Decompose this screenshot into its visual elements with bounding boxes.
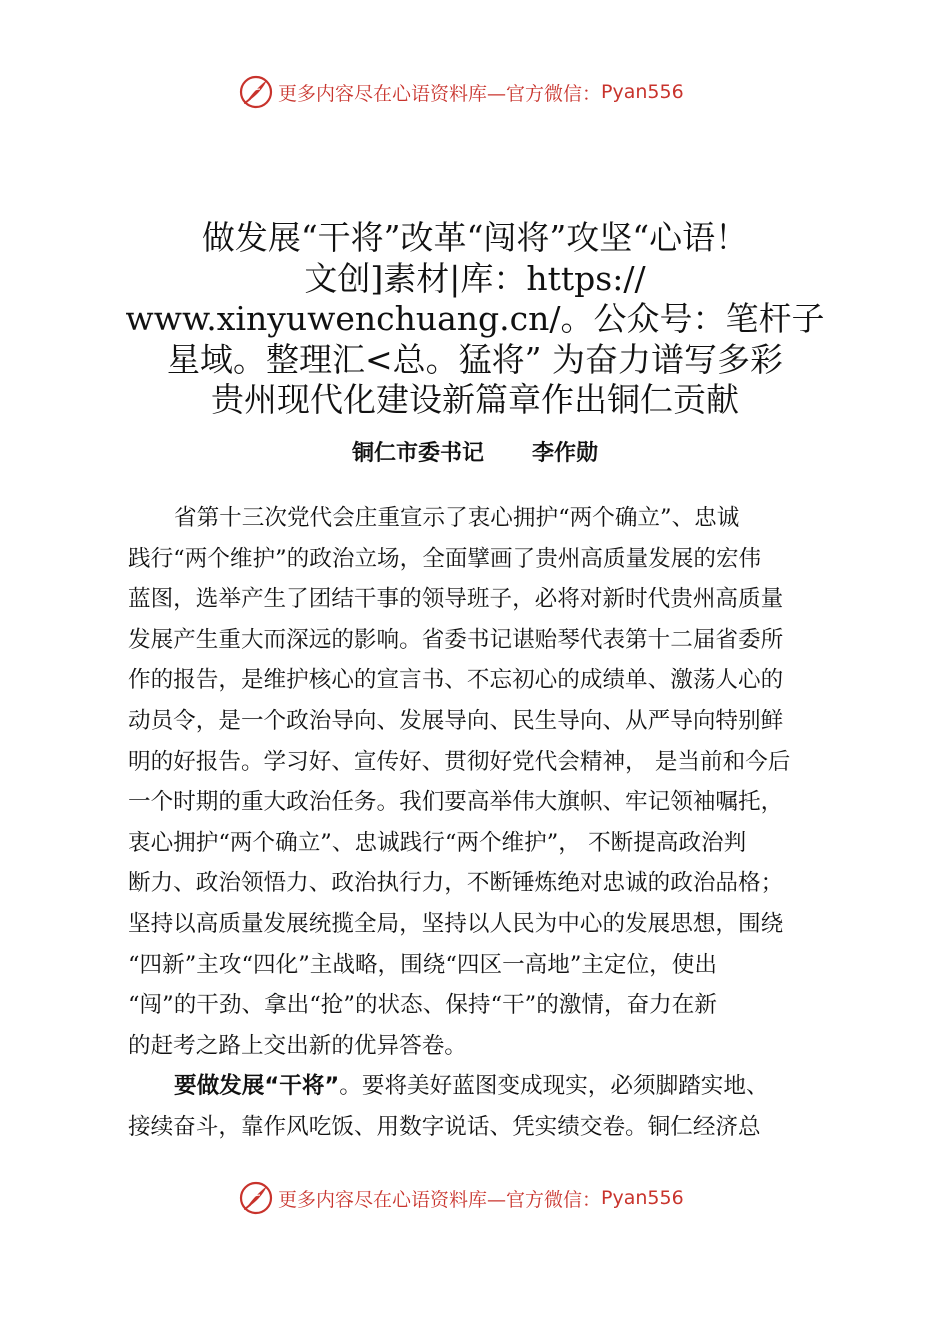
article-body xyxy=(128,498,843,1148)
paragraph-line: “闯”的干劲、拿出“抢”的状态、保持“干”的激情，奋力在新 xyxy=(128,992,717,1019)
quill-pen-logo-icon xyxy=(238,74,274,110)
paragraph-line: “四新”主攻“四化”主战略，围绕“四区一高地”主定位，使出 xyxy=(128,951,717,978)
paragraph-line: 断力、政治领悟力、政治执行力，不断锤炼绝对忠诚的政治品格； xyxy=(128,870,784,897)
banner-text: 更多内容尽在心语资料库—官方微信： xyxy=(278,1188,602,1211)
paragraph-line: 动员令，是一个政治导向、发展导向、民生导向、从严导向特别鲜 xyxy=(128,707,784,734)
paragraph-line: 明的好报告。学习好、宣传好、贯彻好党代会精神， 是当前和今后 xyxy=(128,748,791,775)
banner-wechat-id: Pyan556 xyxy=(601,81,684,103)
paragraph-line: 一个时期的重大政治任务。我们要高举伟大旗帜、牢记领袖嘱托， xyxy=(128,789,784,816)
section-lead: 要做发展“干将” xyxy=(174,1073,340,1100)
title-line: 贵州现代化建设新篇章作出铜仁贡献 xyxy=(211,380,739,419)
paragraph-line: 坚持以高质量发展统揽全局，坚持以人民为中心的发展思想，围绕 xyxy=(128,910,784,937)
footer-banner xyxy=(238,1178,758,1218)
title-line: www.xinyuwenchuang.cn/。公众号：笔杆子 xyxy=(125,299,825,338)
header-banner xyxy=(238,72,758,112)
paragraph-line: 接续奋斗，靠作风吃饭、用数字说话、凭实绩交卷。铜仁经济总 xyxy=(128,1113,761,1140)
title-line: 做发展“干将”改革“闯将”攻坚“心语！ xyxy=(201,218,749,257)
author-position: 铜仁市委书记 xyxy=(351,441,484,466)
paragraph-line: 省第十三次党代会庄重宣示了衷心拥护“两个确立”、忠诚 xyxy=(174,505,740,531)
paragraph-line: 衷心拥护“两个确立”、忠诚践行“两个维护”， 不断提高政治判 xyxy=(128,829,747,856)
paragraph-line: 的赶考之路上交出新的优异答卷。 xyxy=(128,1032,467,1059)
banner-text: 更多内容尽在心语资料库—官方微信： xyxy=(278,82,602,105)
title-line: 文创]素材|库：https:// xyxy=(304,258,646,298)
paragraph-text: 。要将美好蓝图变成现实，必须脚踏实地、 xyxy=(339,1073,769,1100)
paragraph-line: 蓝图，选举产生了团结干事的领导班子，必将对新时代贵州高质量 xyxy=(128,586,784,613)
author-name: 李作勋 xyxy=(532,441,599,466)
title-line: 星域。整理汇<总。猛将” 为奋力谱写多彩 xyxy=(166,339,783,379)
paragraph-line: 作的报告，是维护核心的宣言书、不忘初心的成绩单、激荡人心的 xyxy=(128,667,784,694)
quill-pen-logo-icon xyxy=(238,1180,274,1216)
paragraph-line: 发展产生重大而深远的影响。省委书记谌贻琴代表第十二届省委所 xyxy=(128,626,784,653)
author-byline xyxy=(0,436,950,467)
article-title xyxy=(100,218,850,421)
banner-wechat-id: Pyan556 xyxy=(601,1187,684,1209)
paragraph-line: 践行“两个维护”的政治立场，全面擘画了贵州高质量发展的宏伟 xyxy=(128,545,762,572)
paragraph-line xyxy=(128,1066,843,1107)
